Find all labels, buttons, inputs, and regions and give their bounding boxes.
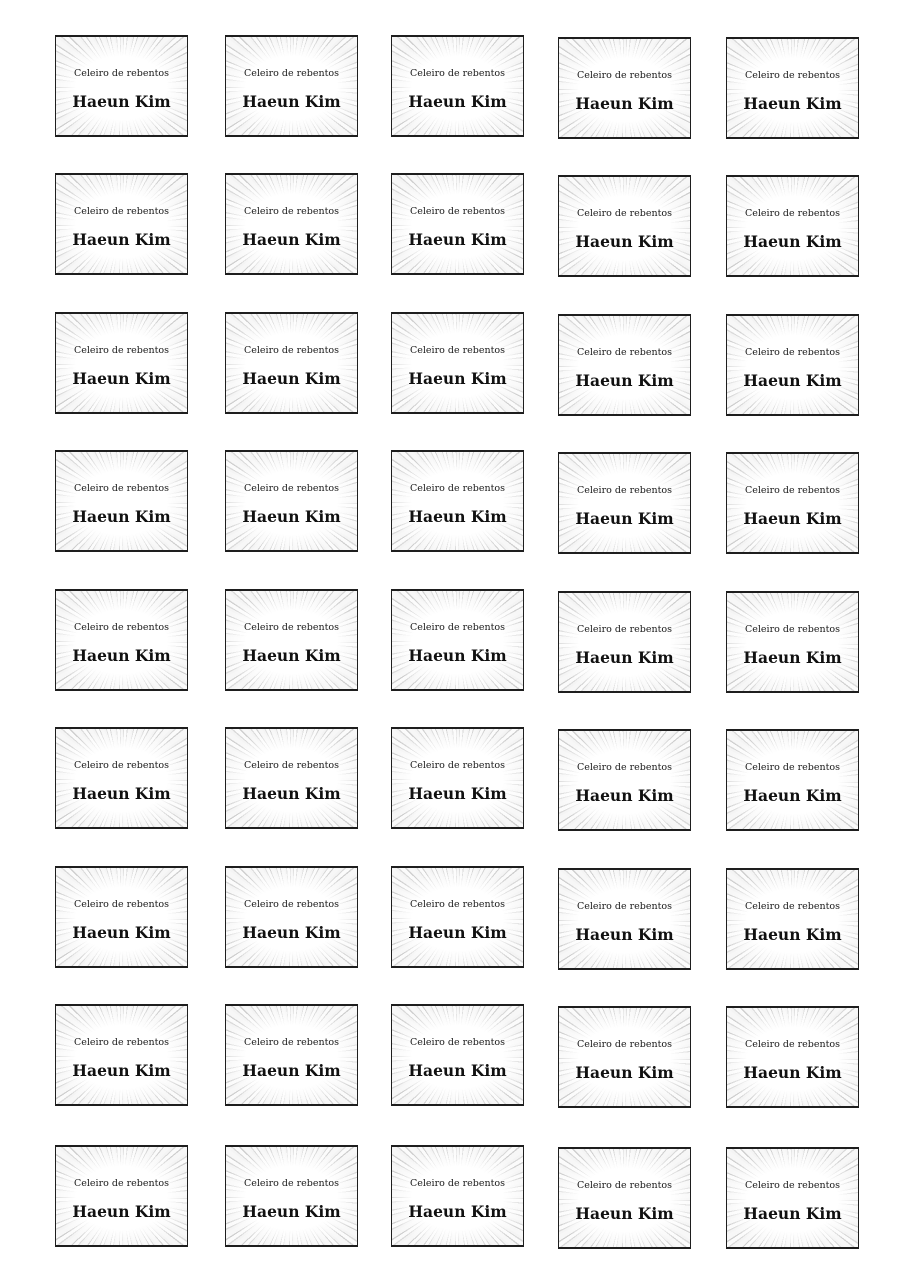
- shop-name: Celeiro de rebentos: [577, 762, 672, 773]
- person-name: Haeun Kim: [743, 1063, 842, 1082]
- person-name: Haeun Kim: [72, 507, 171, 526]
- person-name: Haeun Kim: [408, 923, 507, 942]
- name-label-card: [558, 175, 691, 277]
- shop-name: Celeiro de rebentos: [244, 68, 339, 79]
- name-label-card: [391, 173, 524, 275]
- name-label-card: [391, 312, 524, 414]
- person-name: Haeun Kim: [242, 369, 341, 388]
- shop-name: Celeiro de rebentos: [577, 485, 672, 496]
- person-name: Haeun Kim: [242, 1061, 341, 1080]
- person-name: Haeun Kim: [242, 923, 341, 942]
- shop-name: Celeiro de rebentos: [745, 70, 840, 81]
- person-name: Haeun Kim: [72, 1202, 171, 1221]
- shop-name: Celeiro de rebentos: [577, 1180, 672, 1191]
- shop-name: Celeiro de rebentos: [410, 206, 505, 217]
- shop-name: Celeiro de rebentos: [410, 899, 505, 910]
- name-label-card: [391, 866, 524, 968]
- person-name: Haeun Kim: [575, 94, 674, 113]
- shop-name: Celeiro de rebentos: [74, 899, 169, 910]
- name-label-card: [558, 868, 691, 970]
- name-label-card: [726, 729, 859, 831]
- shop-name: Celeiro de rebentos: [577, 347, 672, 358]
- person-name: Haeun Kim: [408, 369, 507, 388]
- name-label-card: [225, 450, 358, 552]
- person-name: Haeun Kim: [72, 369, 171, 388]
- name-label-card: [55, 866, 188, 968]
- name-label-card: [225, 35, 358, 137]
- shop-name: Celeiro de rebentos: [745, 624, 840, 635]
- person-name: Haeun Kim: [72, 646, 171, 665]
- name-label-card: [726, 175, 859, 277]
- shop-name: Celeiro de rebentos: [410, 622, 505, 633]
- name-label-card: [55, 35, 188, 137]
- name-label-card: [558, 1006, 691, 1108]
- name-label-card: [726, 314, 859, 416]
- name-label-card: [726, 868, 859, 970]
- shop-name: Celeiro de rebentos: [410, 345, 505, 356]
- person-name: Haeun Kim: [408, 646, 507, 665]
- shop-name: Celeiro de rebentos: [745, 1039, 840, 1050]
- shop-name: Celeiro de rebentos: [74, 345, 169, 356]
- person-name: Haeun Kim: [72, 230, 171, 249]
- name-label-card: [225, 727, 358, 829]
- shop-name: Celeiro de rebentos: [577, 1039, 672, 1050]
- name-label-card: [225, 312, 358, 414]
- shop-name: Celeiro de rebentos: [74, 1037, 169, 1048]
- shop-name: Celeiro de rebentos: [244, 1037, 339, 1048]
- person-name: Haeun Kim: [575, 925, 674, 944]
- name-label-card: [726, 452, 859, 554]
- shop-name: Celeiro de rebentos: [577, 70, 672, 81]
- person-name: Haeun Kim: [408, 92, 507, 111]
- name-label-card: [55, 727, 188, 829]
- name-label-card: [391, 35, 524, 137]
- person-name: Haeun Kim: [743, 94, 842, 113]
- shop-name: Celeiro de rebentos: [410, 483, 505, 494]
- shop-name: Celeiro de rebentos: [410, 760, 505, 771]
- name-label-card: [225, 1004, 358, 1106]
- name-label-card: [55, 312, 188, 414]
- person-name: Haeun Kim: [408, 507, 507, 526]
- shop-name: Celeiro de rebentos: [745, 762, 840, 773]
- name-label-card: [726, 1006, 859, 1108]
- person-name: Haeun Kim: [408, 1061, 507, 1080]
- person-name: Haeun Kim: [408, 230, 507, 249]
- person-name: Haeun Kim: [242, 230, 341, 249]
- shop-name: Celeiro de rebentos: [577, 624, 672, 635]
- person-name: Haeun Kim: [72, 92, 171, 111]
- name-label-card: [558, 729, 691, 831]
- name-label-card: [391, 589, 524, 691]
- person-name: Haeun Kim: [575, 786, 674, 805]
- name-label-card: [391, 450, 524, 552]
- name-label-card: [558, 591, 691, 693]
- name-label-card: [558, 1147, 691, 1249]
- person-name: Haeun Kim: [743, 786, 842, 805]
- name-label-card: [225, 589, 358, 691]
- name-label-card: [225, 173, 358, 275]
- shop-name: Celeiro de rebentos: [74, 622, 169, 633]
- person-name: Haeun Kim: [575, 509, 674, 528]
- person-name: Haeun Kim: [72, 923, 171, 942]
- shop-name: Celeiro de rebentos: [244, 206, 339, 217]
- shop-name: Celeiro de rebentos: [244, 622, 339, 633]
- person-name: Haeun Kim: [242, 1202, 341, 1221]
- shop-name: Celeiro de rebentos: [410, 1037, 505, 1048]
- name-label-card: [225, 866, 358, 968]
- name-label-card: [391, 727, 524, 829]
- name-label-card: [558, 37, 691, 139]
- shop-name: Celeiro de rebentos: [74, 68, 169, 79]
- person-name: Haeun Kim: [408, 1202, 507, 1221]
- shop-name: Celeiro de rebentos: [745, 208, 840, 219]
- person-name: Haeun Kim: [575, 648, 674, 667]
- shop-name: Celeiro de rebentos: [745, 347, 840, 358]
- person-name: Haeun Kim: [575, 232, 674, 251]
- person-name: Haeun Kim: [242, 784, 341, 803]
- shop-name: Celeiro de rebentos: [745, 485, 840, 496]
- shop-name: Celeiro de rebentos: [410, 1178, 505, 1189]
- shop-name: Celeiro de rebentos: [745, 1180, 840, 1191]
- person-name: Haeun Kim: [743, 371, 842, 390]
- person-name: Haeun Kim: [242, 646, 341, 665]
- shop-name: Celeiro de rebentos: [244, 899, 339, 910]
- person-name: Haeun Kim: [242, 92, 341, 111]
- name-label-card: [726, 1147, 859, 1249]
- name-label-card: [55, 1004, 188, 1106]
- person-name: Haeun Kim: [408, 784, 507, 803]
- person-name: Haeun Kim: [242, 507, 341, 526]
- shop-name: Celeiro de rebentos: [74, 483, 169, 494]
- person-name: Haeun Kim: [743, 925, 842, 944]
- name-label-card: [558, 314, 691, 416]
- name-label-card: [55, 450, 188, 552]
- person-name: Haeun Kim: [743, 509, 842, 528]
- shop-name: Celeiro de rebentos: [244, 760, 339, 771]
- shop-name: Celeiro de rebentos: [244, 483, 339, 494]
- name-label-card: [55, 1145, 188, 1247]
- shop-name: Celeiro de rebentos: [74, 760, 169, 771]
- shop-name: Celeiro de rebentos: [577, 901, 672, 912]
- name-label-card: [726, 37, 859, 139]
- person-name: Haeun Kim: [575, 1204, 674, 1223]
- person-name: Haeun Kim: [575, 371, 674, 390]
- person-name: Haeun Kim: [72, 1061, 171, 1080]
- shop-name: Celeiro de rebentos: [577, 208, 672, 219]
- name-label-card: [391, 1145, 524, 1247]
- name-label-card: [391, 1004, 524, 1106]
- shop-name: Celeiro de rebentos: [74, 206, 169, 217]
- name-label-card: [55, 589, 188, 691]
- shop-name: Celeiro de rebentos: [74, 1178, 169, 1189]
- name-label-card: [726, 591, 859, 693]
- name-label-card: [558, 452, 691, 554]
- shop-name: Celeiro de rebentos: [244, 1178, 339, 1189]
- name-label-card: [55, 173, 188, 275]
- person-name: Haeun Kim: [575, 1063, 674, 1082]
- shop-name: Celeiro de rebentos: [410, 68, 505, 79]
- name-label-card: [225, 1145, 358, 1247]
- shop-name: Celeiro de rebentos: [244, 345, 339, 356]
- person-name: Haeun Kim: [72, 784, 171, 803]
- person-name: Haeun Kim: [743, 1204, 842, 1223]
- person-name: Haeun Kim: [743, 232, 842, 251]
- shop-name: Celeiro de rebentos: [745, 901, 840, 912]
- person-name: Haeun Kim: [743, 648, 842, 667]
